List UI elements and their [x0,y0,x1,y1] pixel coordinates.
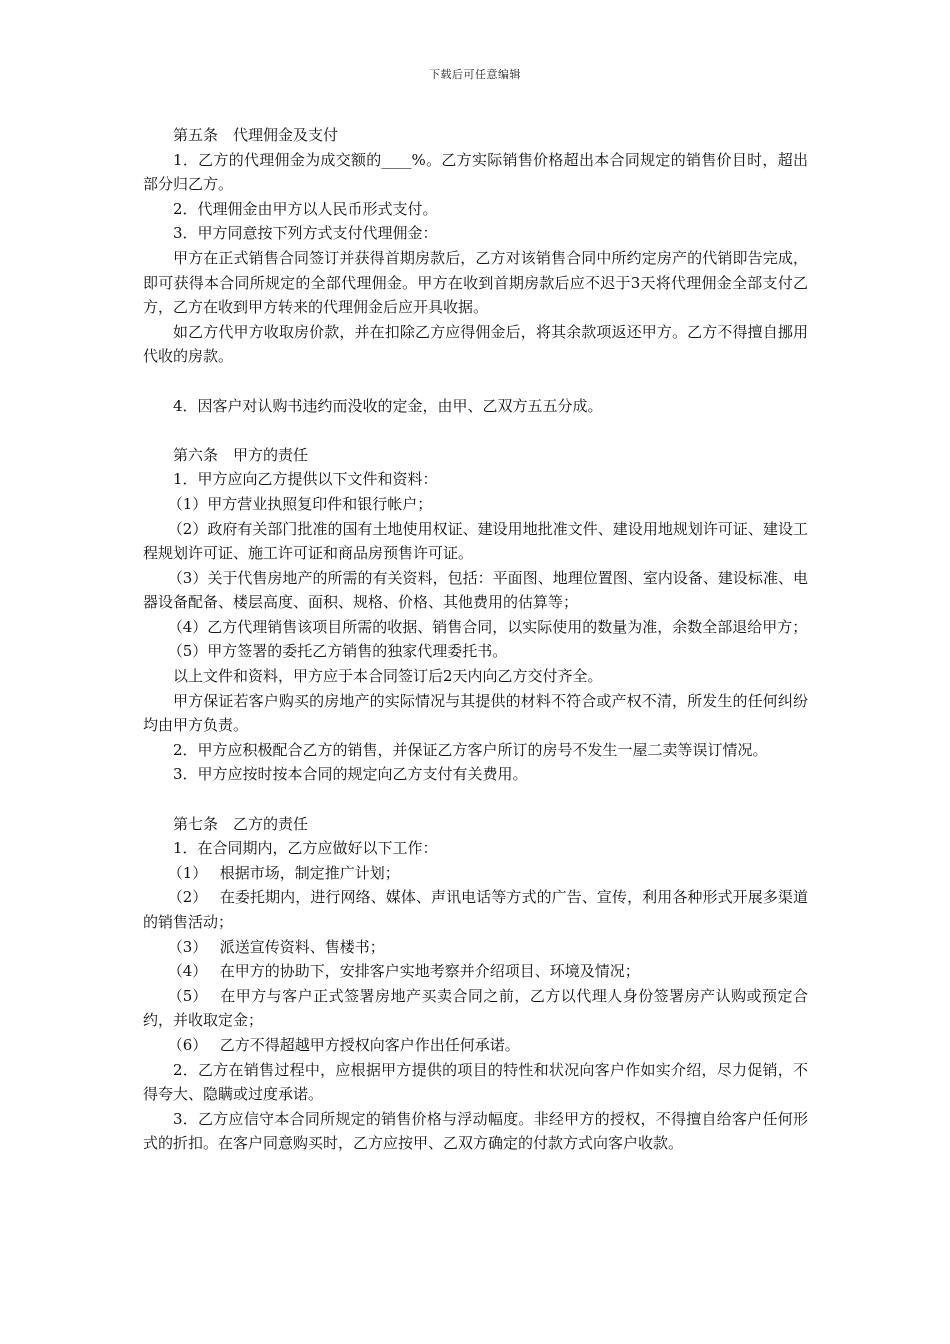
list-item: （5）甲方签署的委托乙方销售的独家代理委托书。 [167,642,508,661]
list-text: 乙方不得超越甲方授权向客户作出任何承诺。 [219,1035,520,1054]
list-text: 在甲方与客户正式签署房地产买卖合同之前，乙方以代理人身份签署房产认购或预定合约，并收取定金； [143,986,808,1030]
list-item [143,935,808,960]
list-text: 在委托期内，进行网络、媒体、声讯电话等方式的广告、宣传，利用各种形式开展多渠道的销售活动； [143,888,808,931]
paragraph: 3．甲方应按时按本合同的规定向乙方支付有关费用。 [173,765,528,784]
list-item: （1）甲方营业执照复印件和银行帐户； [167,494,433,513]
section-6-title: 第六条 甲方的责任 [173,445,309,464]
list-item: （3）关于代售房地产的所需的有关资料，包括：平面图、地理位置图、室内设备、建设标准、电器设备配备、楼层高度、面积、规格、价格、其他费用的估算等； [143,568,808,612]
paragraph: 1．在合同期内，乙方应做好以下工作： [173,839,438,858]
list-item: （4）乙方代理销售该项目所需的收据、销售合同，以实际使用的数量为准，余数全部退给甲方； [167,617,808,636]
list-item [143,984,808,1033]
paragraph: 甲方在正式销售合同签订并获得首期房款后，乙方对该销售合同中所约定房产的代销即告完成，即可获得本合同所规定的全部代理佣金。甲方在收到首期房款后应不迟于3天将代理佣金全部支付乙方，乙方在收到甲方转来的代理佣金后应开具收据。 [143,248,808,317]
paragraph: 3．乙方应信守本合同所规定的销售价格与浮动幅度。非经甲方的授权，不得擅自给客户任何形式的折扣。在客户同意购买时，乙方应按甲、乙双方确定的付款方式向客户收款。 [143,1109,808,1153]
paragraph: 4．因客户对认购书违约而没收的定金，由甲、乙双方五五分成。 [173,396,603,415]
paragraph: 如乙方代甲方收取房价款，并在扣除乙方应得佣金后，将其余款项返还甲方。乙方不得擅自挪用代收的房款。 [143,322,808,366]
list-item [143,1033,808,1058]
paragraph: 2．乙方在销售过程中，应根据甲方提供的项目的特性和状况向客户作如实介绍，尽力促销，不得夸大、隐瞒或过度承诺。 [143,1060,808,1104]
paragraph: 以上文件和资料，甲方应于本合同签订后2天内向乙方交付齐全。 [173,667,603,686]
blank-line [143,787,808,812]
list-text: 派送宣传资料、售楼书； [219,937,385,956]
list-number: （6） [167,1035,208,1054]
contract-body [143,123,808,1156]
paragraph: 2．代理佣金由甲方以人民币形式支付。 [173,199,438,218]
list-item [143,861,808,886]
blank-line [143,418,808,443]
list-number: （5） [167,986,208,1005]
page-header: 下载后可任意编辑 [429,68,521,81]
blank-line [143,369,808,394]
list-item [143,885,808,934]
list-number: （2） [167,888,208,907]
list-text: 根据市场，制定推广计划； [219,863,400,882]
list-text: 在甲方的协助下，安排客户实地考察并介绍项目、环境及情况； [219,962,640,981]
section-5-title: 第五条 代理佣金及支付 [173,126,339,144]
list-number: （3） [167,937,208,956]
list-item [143,959,808,984]
paragraph: 甲方保证若客户购买的房地产的实际情况与其提供的材料不符合或产权不清，所发生的任何纠纷均由甲方负责。 [143,691,808,735]
paragraph: 1．乙方的代理佣金为成交额的____%。乙方实际销售价格超出本合同规定的销售价目时，超出部分归乙方。 [143,150,808,194]
list-number: （4） [167,962,208,981]
list-item: （2）政府有关部门批准的国有土地使用权证、建设用地批准文件、建设用地规划许可证、建设工程规划许可证、施工许可证和商品房预售许可证。 [143,519,808,563]
section-7-title: 第七条 乙方的责任 [173,814,309,833]
list-number: （1） [167,863,208,882]
paragraph: 3．甲方同意按下列方式支付代理佣金： [173,224,438,243]
paragraph: 2．甲方应积极配合乙方的销售，并保证乙方客户所订的房号不发生一屋二卖等误订情况。 [173,740,768,759]
paragraph: 1．甲方应向乙方提供以下文件和资料： [173,470,438,489]
